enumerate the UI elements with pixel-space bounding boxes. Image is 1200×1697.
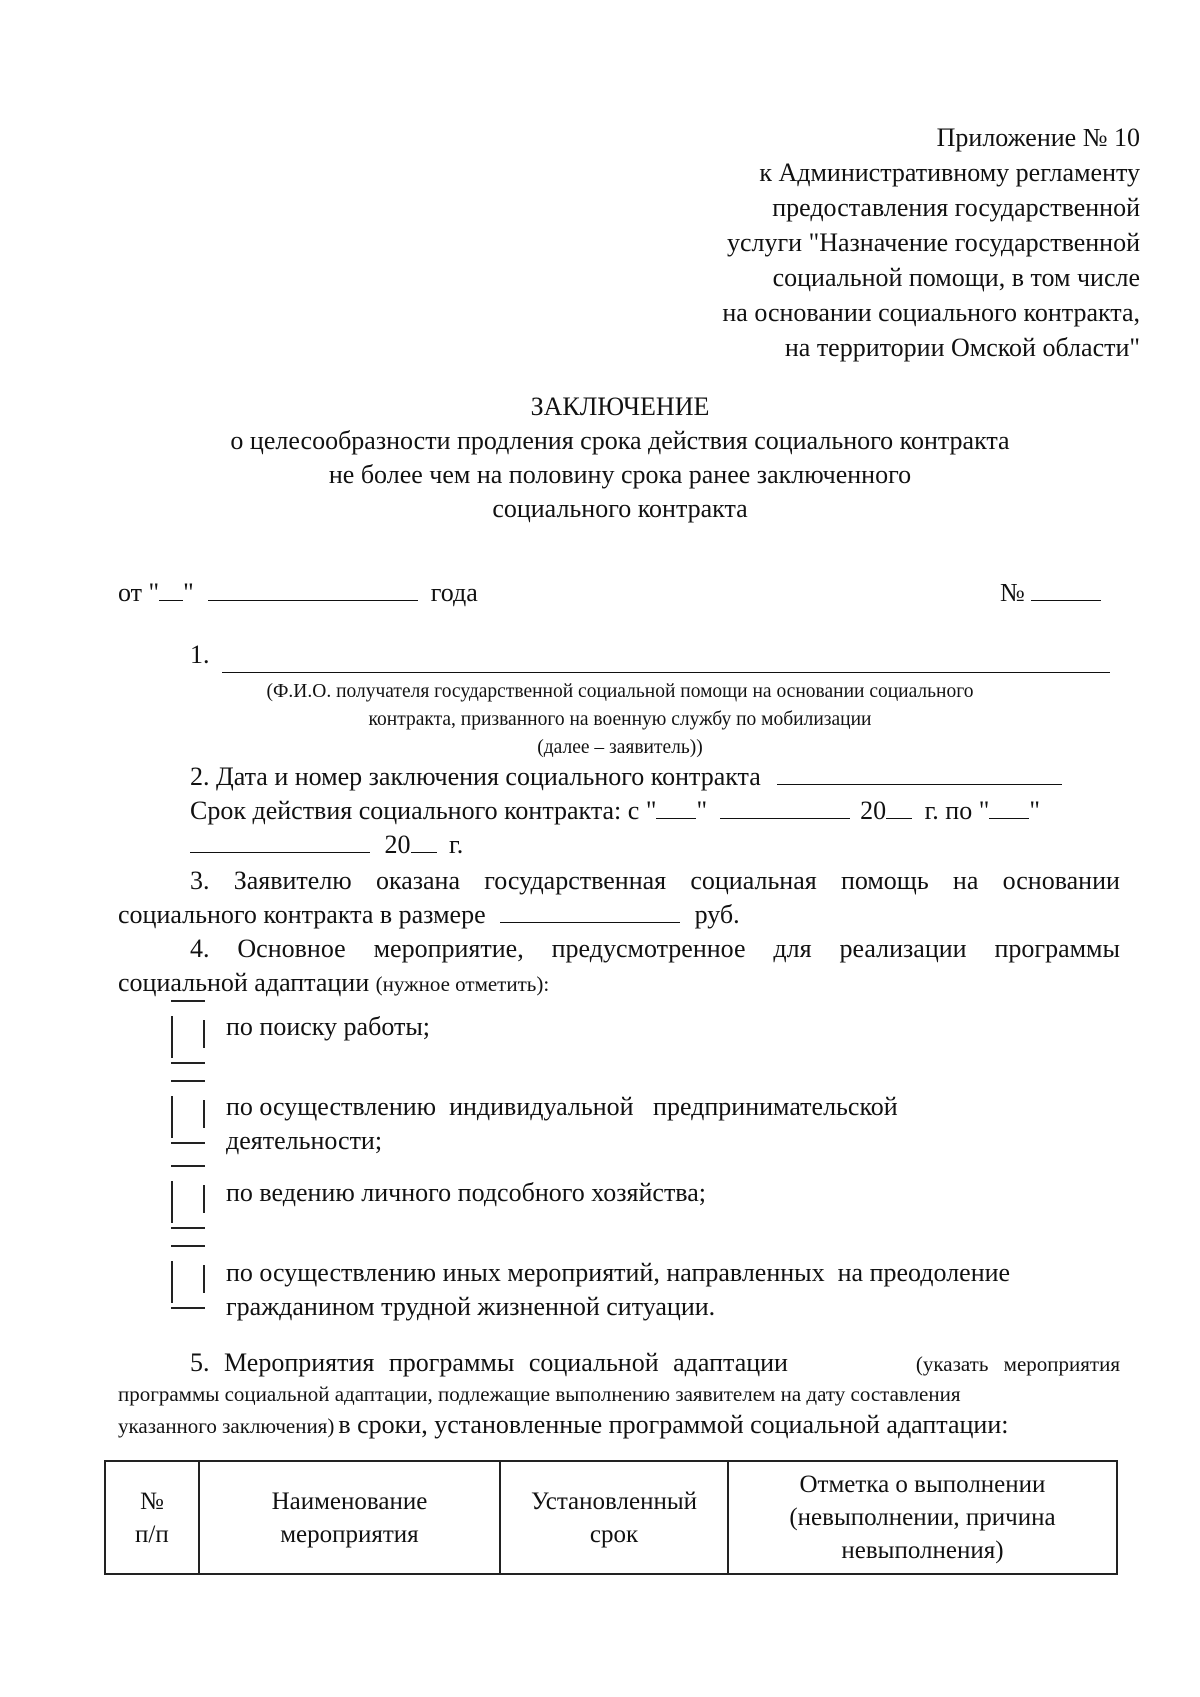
term-end-year-prefix: 20	[384, 830, 411, 859]
month-blank[interactable]	[208, 578, 418, 601]
item5-note-end: указанного заключения)	[118, 1414, 335, 1438]
document-title	[0, 390, 1200, 526]
header-line: п/п	[135, 1520, 169, 1548]
item4-note: (нужное отметить):	[375, 972, 550, 996]
header-line: мероприятия	[280, 1520, 419, 1548]
item1-caption-line: (Ф.И.О. получателя государственной социальной помощи на основании социального	[266, 681, 974, 702]
date-prefix: от "	[118, 578, 160, 607]
item3-word: помощь	[840, 866, 929, 895]
option-job-search: по поиску работы;	[226, 1012, 431, 1041]
item3-word: на	[952, 866, 979, 895]
term-start-month-blank[interactable]	[720, 796, 850, 819]
item4-word: реализации	[839, 934, 967, 963]
item1-number: 1.	[190, 640, 210, 669]
term-start-year-prefix: 20	[860, 796, 887, 825]
item2-line1	[190, 762, 1062, 792]
item1-caption-line: контракта, призванного на военную службу по мобилизации	[368, 709, 872, 730]
option-household: по ведению личного подсобного хозяйства;	[226, 1178, 706, 1207]
appendix-line: на территории Омской области"	[784, 333, 1140, 362]
item5-label-end: в сроки, установленные программой социальной адаптации:	[338, 1410, 1009, 1439]
col-header-number	[105, 1461, 199, 1574]
col-header-activity-name	[199, 1461, 500, 1574]
checkbox-job-search[interactable]	[171, 1000, 205, 1064]
item5-label: 5. Мероприятия программы социальной адаптации	[190, 1348, 788, 1377]
item5-note-start: (указать мероприятия	[915, 1352, 1120, 1376]
date-quote: "	[183, 578, 194, 607]
contract-date-number-blank[interactable]	[777, 762, 1062, 785]
title-heading: ЗАКЛЮЧЕНИЕ	[530, 392, 710, 421]
year-word: года	[430, 578, 478, 607]
term-end-quote: "	[1029, 796, 1040, 825]
item3-word: основании	[1002, 866, 1120, 895]
day-blank[interactable]	[159, 578, 183, 601]
item2-line2	[190, 796, 1040, 826]
header-line: Наименование	[271, 1487, 428, 1515]
header-line: Отметка о выполнении	[799, 1471, 1046, 1498]
fio-blank[interactable]	[222, 672, 1110, 673]
term-start-day-blank[interactable]	[656, 796, 696, 819]
term-prefix: Срок действия социального контракта: с "	[190, 796, 657, 825]
term-end-month-blank[interactable]	[190, 830, 370, 853]
number-label: №	[1000, 578, 1025, 607]
appendix-line: услуги "Назначение государственной	[727, 228, 1140, 257]
item4-label: социальной адаптации	[118, 968, 370, 997]
item3-line2	[118, 900, 740, 930]
appendix-line: Приложение № 10	[936, 123, 1140, 152]
item1-caption-line: (далее – заявитель))	[537, 737, 703, 758]
col-header-completion-mark	[728, 1461, 1117, 1574]
header-line: срок	[589, 1520, 639, 1548]
term-end-suffix: г.	[449, 830, 464, 859]
term-end-day-blank[interactable]	[989, 796, 1029, 819]
number-field	[1000, 578, 1101, 608]
item5-line1	[190, 1348, 1120, 1378]
checkbox-household[interactable]	[171, 1165, 205, 1229]
item3-word: социальная	[690, 866, 817, 895]
item3-word: государственная	[484, 866, 667, 895]
date-line	[118, 578, 478, 608]
item3-word: Заявителю	[233, 866, 352, 895]
item3-word: 3.	[190, 866, 210, 895]
amount-currency: руб.	[694, 900, 740, 929]
amount-blank[interactable]	[500, 900, 680, 923]
title-subtitle-line: социального контракта	[492, 494, 748, 523]
item5-line2: программы социальной адаптации, подлежащие выполнению заявителем на дату составления	[118, 1382, 961, 1406]
appendix-line: предоставления государственной	[772, 193, 1140, 222]
item4-line1	[190, 934, 1120, 964]
option-line: по осуществлению индивидуальной предпринимательской	[226, 1092, 898, 1121]
option-line: гражданином трудной жизненной ситуации.	[226, 1292, 716, 1321]
number-blank[interactable]	[1031, 578, 1101, 601]
checkbox-other-activities[interactable]	[171, 1245, 205, 1309]
item4-word: предусмотренное	[551, 934, 746, 963]
checkbox-entrepreneurship[interactable]	[171, 1080, 205, 1144]
item3-line1	[190, 866, 1120, 896]
appendix-line: к Административному регламенту	[759, 158, 1140, 187]
item4-word: для	[773, 934, 812, 963]
item4-word: Основное	[237, 934, 346, 963]
item4-line2	[118, 968, 549, 998]
appendix-header	[722, 120, 1140, 365]
header-line: (невыполнении, причина	[789, 1504, 1056, 1531]
item4-word: мероприятие,	[373, 934, 524, 963]
term-end-year-blank[interactable]	[411, 830, 437, 853]
item2-label: 2. Дата и номер заключения социального контракта	[190, 762, 761, 791]
term-quote: "	[696, 796, 708, 825]
appendix-line: социальной помощи, в том числе	[772, 263, 1140, 292]
title-subtitle-line: не более чем на половину срока ранее заключенного	[328, 460, 912, 489]
option-line: по осуществлению иных мероприятий, направленных на преодоление	[226, 1258, 1011, 1287]
term-mid: г. по "	[924, 796, 990, 825]
option-entrepreneurship	[226, 1090, 898, 1158]
term-start-year-blank[interactable]	[886, 796, 912, 819]
item4-word: 4.	[190, 934, 210, 963]
activities-table	[104, 1460, 1118, 1575]
appendix-line: на основании социального контракта,	[722, 298, 1140, 327]
item2-line3	[190, 830, 463, 860]
option-other-activities	[226, 1256, 1010, 1324]
item5-line3	[118, 1410, 1008, 1440]
table-header-row	[105, 1461, 1117, 1574]
header-line: Установленный	[531, 1487, 698, 1515]
option-line: деятельности;	[226, 1126, 383, 1155]
title-subtitle-line: о целесообразности продления срока действия социального контракта	[230, 426, 1010, 455]
header-line: №	[139, 1487, 164, 1515]
col-header-deadline	[500, 1461, 728, 1574]
item3-word: оказана	[375, 866, 460, 895]
amount-label: социального контракта в размере	[118, 900, 486, 929]
item1-caption	[0, 678, 1200, 762]
item4-word: программы	[994, 934, 1120, 963]
header-line: невыполнения)	[841, 1537, 1004, 1564]
